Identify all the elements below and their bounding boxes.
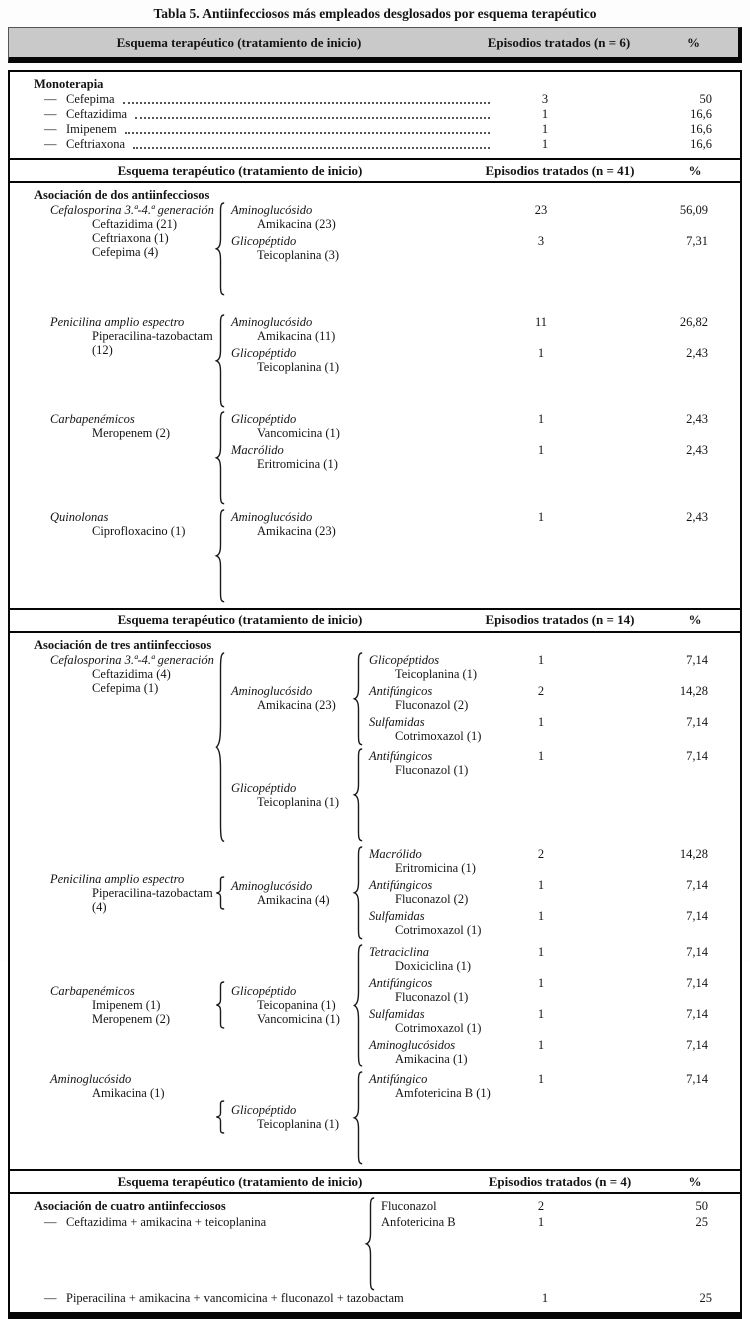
pct-value: 16,6	[690, 107, 712, 121]
drug-label: Ceftazidima (4)	[92, 666, 171, 681]
pct-value: 2,43	[686, 412, 708, 427]
pct-value: 2,43	[686, 345, 708, 360]
pct-value: 16,6	[690, 137, 712, 151]
episodes-value: 1	[537, 749, 545, 764]
drug-label: Teicoplanina (3)	[257, 248, 340, 262]
dotted-leader	[133, 147, 490, 149]
pct-value: 7,14	[686, 714, 708, 729]
pct-value: 26,82	[679, 314, 708, 329]
class-label: Aminoglucósido	[231, 684, 313, 699]
dotted-leader	[135, 117, 490, 119]
table-row	[369, 878, 730, 906]
episodes-value: 1	[537, 944, 545, 959]
table-row	[369, 715, 730, 743]
header-scheme: Esquema terapéutico (tratamiento de inicio)	[117, 612, 363, 628]
episodes-value: 1	[537, 412, 545, 427]
group-penicilina	[20, 315, 730, 407]
episodes-value: 1	[537, 509, 545, 524]
drug-label: Teicoplanina (1)	[257, 359, 340, 374]
table-row	[369, 945, 730, 973]
class-label: Aminoglucósidos	[369, 1037, 456, 1052]
class-label: Carbapenémicos	[50, 984, 135, 999]
header-percent: %	[688, 1173, 702, 1189]
drug-label: Cotrimoxazol (1)	[395, 1020, 482, 1035]
brace-icon	[353, 653, 364, 745]
brace-icon	[215, 1101, 226, 1133]
class-label: Macrólido	[231, 443, 284, 458]
drug-label: Fluconazol (2)	[395, 891, 469, 906]
class-label: Cefalosporina 3.ª-4.ª generación	[50, 203, 214, 217]
pct-value: 7,14	[686, 877, 708, 892]
class-label: Antifúngico	[369, 1071, 428, 1086]
table-row	[231, 412, 730, 440]
episodes-value: 2	[537, 1199, 545, 1214]
class-label: Sulfamidas	[369, 908, 425, 923]
group-carbapenemicos-3	[20, 945, 730, 1066]
header-episodes-n4: Episodios tratados (n = 4)	[488, 1173, 632, 1189]
header-percent: %	[688, 162, 702, 178]
table-row	[231, 315, 730, 343]
drug-label: Amikacina (23)	[257, 217, 336, 231]
episodes-value: 1	[537, 443, 545, 458]
dash: —	[44, 137, 57, 151]
drug-label: Cotrimoxazol (1)	[395, 728, 482, 743]
pct-value: 7,14	[686, 1037, 708, 1052]
drug-label: Eritromicina (1)	[395, 860, 476, 875]
combo-label: Piperacilina + amikacina + vancomicina + fluconazol + tazobactam	[66, 1290, 404, 1305]
section-monotherapy	[10, 72, 740, 158]
pct-value: 25	[699, 1290, 712, 1305]
drug-label: Ceftriaxona (1)	[92, 231, 169, 245]
class-label: Sulfamidas	[369, 714, 425, 729]
table-row	[231, 510, 730, 538]
table-row	[20, 92, 730, 107]
episodes-value: 1	[537, 908, 545, 923]
table-row	[369, 847, 730, 875]
episodes-value: 1	[537, 1037, 545, 1052]
section-title: Asociación de cuatro antiinfecciosos	[34, 1199, 226, 1214]
drug-label: Cefepima (4)	[92, 245, 159, 259]
drug-label: Fluconazol (1)	[395, 989, 469, 1004]
brace-icon	[353, 1072, 364, 1164]
drug-label: Amikacina (23)	[257, 698, 336, 713]
drug-label: Teicoplanina (1)	[257, 1117, 340, 1132]
pct-value: 7,14	[686, 652, 708, 667]
header-row-n4	[10, 1169, 740, 1194]
class-label: Aminoglucósido	[231, 878, 313, 893]
drug-label: Ciprofloxacino (1)	[92, 523, 186, 538]
pct-value: 7,14	[686, 975, 708, 990]
table-row	[231, 443, 730, 471]
drug-label: Vancomicina (1)	[257, 1012, 340, 1027]
header-scheme: Esquema terapéutico (tratamiento de inicio)	[116, 34, 362, 50]
header-episodes-n6: Episodios tratados (n = 6)	[487, 34, 631, 50]
class-label: Sulfamidas	[369, 1006, 425, 1021]
table-row	[20, 122, 730, 137]
header-row-n14	[10, 608, 740, 633]
table-row	[369, 1038, 730, 1066]
header-scheme: Esquema terapéutico (tratamiento de inicio)	[117, 162, 363, 178]
table-row	[381, 1214, 730, 1230]
drug-label: Piperacilina-tazobactam (4)	[92, 885, 213, 914]
drug-label: Meropenem (2)	[92, 1012, 171, 1027]
pct-value: 7,31	[686, 234, 708, 248]
episodes-value: 1	[541, 137, 549, 151]
drug-label: Amfotericina B (1)	[395, 1085, 491, 1100]
episodes-value: 1	[537, 877, 545, 892]
class-label: Quinolonas	[50, 509, 109, 524]
drug-label: Teicopanina (1)	[257, 998, 336, 1013]
brace-icon	[353, 847, 364, 939]
pct-value: 7,14	[686, 1071, 708, 1086]
brace-icon	[215, 982, 226, 1028]
drug-label: Vancomicina (1)	[257, 426, 340, 441]
drug-label: Ceftriaxona	[66, 137, 126, 151]
table-row	[369, 976, 730, 1004]
table-row	[369, 909, 730, 937]
class-label: Aminoglucósido	[50, 1071, 132, 1086]
episodes-value: 1	[541, 107, 549, 121]
episodes-value: 3	[537, 234, 545, 248]
section-title: Asociación de dos antiinfecciosos	[34, 188, 210, 202]
episodes-value: 2	[537, 846, 545, 861]
group-penicilina-3	[20, 847, 730, 939]
table-row	[231, 346, 730, 374]
pct-value: 50	[695, 1199, 708, 1214]
class-label: Antifúngicos	[369, 683, 433, 698]
class-label: Cefalosporina 3.ª-4.ª generación	[50, 652, 214, 667]
table-row	[381, 1198, 730, 1214]
drug-label: Meropenem (2)	[92, 426, 171, 441]
section-title: Monoterapia	[34, 77, 104, 91]
pct-value: 7,14	[686, 749, 708, 764]
drug-label: Fluconazol (2)	[395, 697, 469, 712]
episodes-value: 3	[541, 92, 549, 106]
episodes-value: 1	[541, 122, 549, 136]
table-row	[231, 203, 730, 231]
table-row	[369, 684, 730, 712]
class-label: Antifúngicos	[369, 877, 433, 892]
section-three-drugs	[10, 633, 740, 1170]
class-label: Tetraciclina	[369, 944, 429, 959]
drug-label: Amikacina (1)	[395, 1051, 468, 1066]
class-label: Glicopéptido	[231, 412, 297, 427]
table-row	[369, 1072, 730, 1100]
drug-label: Amikacina (23)	[257, 523, 336, 538]
brace-icon	[365, 1198, 376, 1290]
header-row-n41	[10, 158, 740, 183]
group-cefalosporina-3	[20, 653, 730, 841]
dash: —	[44, 122, 57, 136]
brace-icon	[215, 315, 226, 407]
class-label: Penicilina amplio espectro	[50, 314, 185, 329]
episodes-value: 1	[541, 1290, 549, 1305]
table-row	[20, 1290, 730, 1306]
group-carbapenemicos	[20, 412, 730, 504]
episodes-value: 1	[537, 1215, 545, 1230]
class-label: Glicopéptidos	[369, 652, 440, 667]
episodes-value: 1	[537, 714, 545, 729]
episodes-value: 23	[534, 203, 548, 217]
table-row	[20, 1214, 365, 1230]
pct-value: 7,14	[686, 908, 708, 923]
header-percent: %	[688, 612, 702, 628]
group-quinolonas	[20, 510, 730, 602]
drug-label: Cefepima	[66, 92, 115, 106]
episodes-value: 2	[537, 683, 545, 698]
class-label: Glicopéptido	[231, 345, 297, 360]
episodes-value: 1	[537, 1071, 545, 1086]
pct-value: 7,14	[686, 1006, 708, 1021]
table-row	[369, 749, 730, 777]
header-percent: %	[687, 34, 700, 50]
class-label: Aminoglucósido	[231, 509, 313, 524]
class-label: Aminoglucósido	[231, 203, 313, 217]
drug-label: Cotrimoxazol (1)	[395, 922, 482, 937]
drug-label: Eritromicina (1)	[257, 457, 338, 472]
brace-icon	[215, 510, 226, 602]
table-title: Tabla 5. Antiinfecciosos más empleados desglosados por esquema terapéutico	[153, 6, 597, 21]
class-label: Aminoglucósido	[231, 314, 313, 329]
brace-icon	[353, 749, 364, 841]
dotted-leader	[123, 102, 490, 104]
header-episodes-n41: Episodios tratados (n = 41)	[485, 162, 635, 178]
episodes-value: 1	[537, 975, 545, 990]
episodes-value: 11	[534, 314, 548, 329]
drug-label: Amikacina (1)	[92, 1085, 165, 1100]
pct-value: 14,28	[679, 683, 708, 698]
section-title: Asociación de tres antiinfecciosos	[34, 637, 212, 652]
pct-value: 2,43	[686, 443, 708, 458]
class-label: Glicopéptido	[231, 234, 297, 248]
pct-value: 25	[695, 1215, 708, 1230]
class-label: Macrólido	[369, 846, 422, 861]
class-label: Glicopéptido	[231, 984, 297, 999]
pct-value: 16,6	[690, 122, 712, 136]
table-row	[369, 1007, 730, 1035]
episodes-value: 1	[537, 652, 545, 667]
header-row-n6	[8, 27, 742, 63]
class-label: Antifúngicos	[369, 749, 433, 764]
section-four-drugs	[10, 1194, 740, 1312]
class-label: Penicilina amplio espectro	[50, 871, 185, 886]
pct-value: 14,28	[679, 846, 708, 861]
drug-label: Amikacina (11)	[257, 328, 336, 343]
pct-value: 2,43	[686, 509, 708, 524]
episodes-value: 1	[537, 1006, 545, 1021]
pct-value: 7,14	[686, 944, 708, 959]
class-label: Antifúngicos	[369, 975, 433, 990]
drug-label: Amikacina (4)	[257, 892, 330, 907]
brace-icon	[215, 203, 226, 295]
drug-label: Piperacilina-tazobactam (12)	[92, 328, 213, 357]
episodes-value: 1	[537, 345, 545, 360]
combo-label: Ceftazidima + amikacina + teicoplanina	[66, 1215, 267, 1230]
dash: —	[44, 107, 57, 121]
group-cefalosporina	[20, 203, 730, 295]
brace-icon	[215, 412, 226, 504]
drug-label: Ceftazidima	[66, 107, 128, 121]
drug-label: Imipenem	[66, 122, 117, 136]
dotted-leader	[125, 132, 490, 134]
drug-label: Teicoplanina (1)	[257, 795, 340, 810]
table-body	[8, 70, 742, 1319]
header-episodes-n14: Episodios tratados (n = 14)	[485, 612, 635, 628]
header-scheme: Esquema terapéutico (tratamiento de inicio)	[117, 1173, 363, 1189]
drug-label: Fluconazol (1)	[395, 763, 469, 778]
drug-label: Doxiciclina (1)	[395, 958, 472, 973]
pct-value: 56,09	[679, 203, 708, 217]
group-aminoglucosido-3	[20, 1072, 730, 1164]
dash: —	[44, 1215, 57, 1230]
drug-label: Fluconazol	[381, 1199, 437, 1214]
dash: —	[44, 1290, 57, 1305]
drug-label: Anfotericina B	[381, 1215, 456, 1230]
drug-label: Imipenem (1)	[92, 998, 161, 1013]
class-label: Glicopéptido	[231, 781, 297, 796]
brace-icon	[215, 653, 226, 841]
pct-value: 50	[699, 92, 712, 106]
table-row	[231, 234, 730, 262]
dash: —	[44, 92, 57, 106]
class-label: Glicopéptido	[231, 1103, 297, 1118]
drug-label: Ceftazidima (21)	[92, 217, 178, 231]
class-label: Carbapenémicos	[50, 412, 135, 427]
section-two-drugs	[10, 183, 740, 608]
drug-label: Teicoplanina (1)	[395, 666, 478, 681]
drug-label: Cefepima (1)	[92, 680, 159, 695]
table-row	[20, 137, 730, 152]
table-row	[20, 107, 730, 122]
brace-icon	[353, 945, 364, 1066]
table-row	[369, 653, 730, 681]
brace-icon	[215, 877, 226, 909]
